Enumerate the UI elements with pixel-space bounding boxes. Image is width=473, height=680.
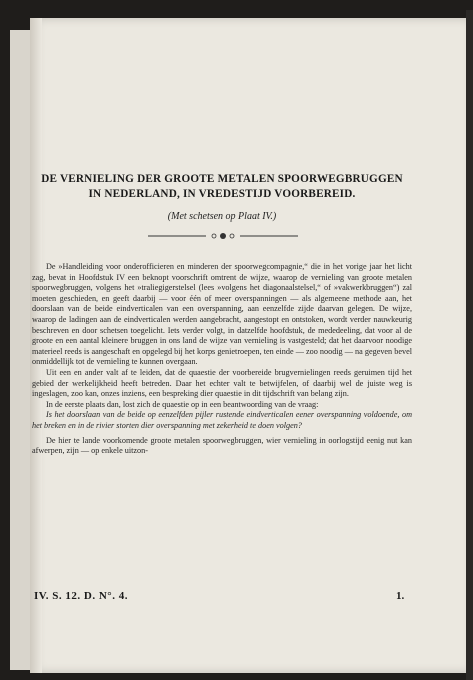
signature-mark: IV. S. 12. D. N°. 4. <box>34 590 128 602</box>
paragraph-3: In de eerste plaats dan, lost zich de quaestie op in een beantwoording van de vraag: <box>46 399 319 409</box>
page-number: 1. <box>396 590 405 602</box>
title-line-2: IN NEDERLAND, IN VREDESTIJD VOORBEREID. <box>88 188 356 200</box>
article-body <box>32 262 412 457</box>
page-edge-shadow <box>466 10 473 680</box>
closing-paragraph: De hier te lande voorkomende groote metalen spoorwegbruggen, wier vernieling in oorlogstijd eenig nut kan afwerpen, zijn — op enkele uitzon- <box>32 435 412 456</box>
binding-edge <box>10 30 30 670</box>
article-title <box>30 172 414 202</box>
paragraph-2: Uit een en ander valt af te leiden, dat de quaestie der voorbereide brugvernielingen reeds geruimen tijd het gebied der werkelijkheid heeft betreden. Daar het echter valt te betwijfelen, of daarbij wel de juiste weg is ingeslagen, zoo kan, onzes inziens, een bespreking dier quaestie in dit tijdschrift van belang zijn. <box>32 367 412 399</box>
paragraph-1: De »Handleiding voor onderofficieren en minderen der spoorwegcompagnie,“ die in het vorige jaar het licht zag, bevat in Hoofdstuk IV een beknopt voorschrift omtrent de wijze, waarop de vernieling van groote metalen spoorwegbruggen, volgens het »traliegigerstelsel (lees »volgens het diagonaalstelsel,“ of »vakwerkbruggen“) zal moeten geschieden, en geeft daarbij — voor één of meer overspanningen — als algemeene methode aan, het doorslaan van de beide eindverticalen van een overspanning, aan eenzelfde zijde daarvan gelegen. De wijze, waarop de ladingen aan de eindverticalen werden aangebracht, aangestopt en ontstoken, wordt verder nauwkeurig beschreven en door schetsen toegelicht. Iets verder volgt, in datzelfde hoofdstuk, de mededeeling, dat voor al de groote en een aantal kleinere bruggen in ons land de wijze van vernieling is vastgesteld; dat het daarvoor noodige materieel reeds is aangeschaft en opgelegd bij het korps genietroepen, ten einde — zoo noodig — na gegeven bevel onmiddellijk tot de vernieling te kunnen overgaan. <box>32 262 412 367</box>
title-line-1: DE VERNIELING DER GROOTE METALEN SPOORWEGBRUGGEN <box>41 173 403 185</box>
ornamental-rule-icon <box>148 232 298 240</box>
article-subtitle: (Met schetsen op Plaat IV.) <box>167 211 277 222</box>
question-paragraph: Is het doorslaan van de beide op eenzelfden pijler rustende eindverticalen eener overspanning voldoende, om het breken en in de rivier storten dier overspanning met zekerheid te doen volgen? <box>32 410 412 430</box>
